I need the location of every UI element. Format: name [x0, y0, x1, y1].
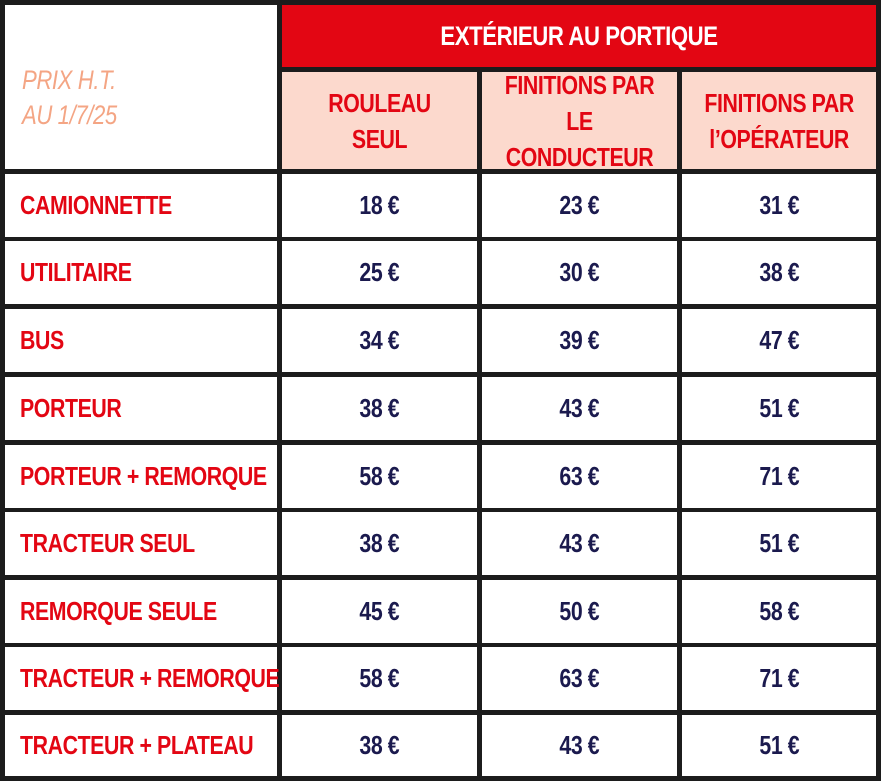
price-cell: [682, 445, 876, 508]
column-header-finitions-conducteur: [482, 69, 677, 172]
price-cell: [482, 580, 677, 643]
price-cell: [682, 174, 876, 237]
price-date-header: [5, 5, 277, 169]
column-header-line: FINITIONS PAR: [504, 69, 655, 100]
row-label: [5, 241, 277, 304]
price-cell: [282, 512, 477, 575]
price-cell: [682, 377, 876, 440]
price-value: 47 €: [759, 325, 799, 355]
price-cell: [682, 715, 876, 776]
price-cell: [282, 715, 477, 776]
price-value: 51 €: [759, 393, 799, 423]
price-cell: [682, 241, 876, 304]
price-cell: [682, 512, 876, 575]
price-cell: [482, 174, 677, 237]
price-value: 71 €: [759, 461, 799, 491]
row-label-text: UTILITAIRE: [20, 257, 132, 287]
price-value: 23 €: [559, 190, 600, 220]
row-label-text: TRACTEUR SEUL: [20, 528, 195, 558]
price-cell: [282, 445, 477, 508]
price-cell: [282, 309, 477, 372]
price-cell: [482, 512, 677, 575]
price-value: 25 €: [359, 257, 400, 287]
row-label-text: TRACTEUR + PLATEAU: [20, 730, 254, 760]
price-cell: [482, 715, 677, 776]
price-cell: [282, 647, 477, 710]
price-value: 30 €: [559, 257, 600, 287]
price-value: 34 €: [359, 325, 400, 355]
row-label-text: BUS: [20, 325, 64, 355]
row-label: [5, 377, 277, 440]
row-label: [5, 309, 277, 372]
column-header-line: FINITIONS PAR: [704, 87, 854, 118]
column-header-line: ROULEAU SEUL: [328, 87, 431, 154]
row-label-text: REMORQUE SEULE: [20, 596, 217, 626]
row-label: [5, 445, 277, 508]
price-value: 51 €: [759, 528, 799, 558]
price-cell: [282, 580, 477, 643]
row-label: [5, 512, 277, 575]
price-value: 38 €: [359, 528, 400, 558]
row-label-text: CAMIONNETTE: [20, 190, 172, 220]
price-cell: [482, 241, 677, 304]
column-header-rouleau-seul: [282, 72, 477, 169]
price-cell: [482, 647, 677, 710]
price-value: 31 €: [759, 190, 799, 220]
column-header-line: LE CONDUCTEUR: [505, 105, 654, 172]
price-cell: [482, 445, 677, 508]
price-value: 39 €: [559, 325, 600, 355]
group-header-exterieur: [282, 5, 876, 67]
price-value: 43 €: [559, 730, 600, 760]
row-label-text: PORTEUR + REMORQUE: [20, 461, 267, 491]
price-value: 50 €: [559, 596, 600, 626]
column-header-line: l’OPÉRATEUR: [709, 123, 849, 154]
price-value: 58 €: [759, 596, 799, 626]
price-cell: [482, 377, 677, 440]
row-label: [5, 647, 280, 710]
date-label: AU 1/7/25: [22, 100, 117, 130]
price-value: 38 €: [359, 393, 400, 423]
price-value: 51 €: [759, 730, 799, 760]
row-label-text: PORTEUR: [20, 393, 122, 423]
price-cell: [282, 241, 477, 304]
price-value: 63 €: [559, 663, 600, 693]
price-value: 71 €: [759, 663, 799, 693]
price-cell: [682, 647, 876, 710]
price-value: 58 €: [359, 663, 400, 693]
price-value: 18 €: [359, 190, 400, 220]
price-value: 58 €: [359, 461, 400, 491]
price-value: 38 €: [759, 257, 799, 287]
price-value: 43 €: [559, 528, 600, 558]
price-value: 43 €: [559, 393, 600, 423]
price-cell: [282, 174, 477, 237]
group-header-label: EXTÉRIEUR AU PORTIQUE: [440, 20, 718, 51]
price-cell: [682, 580, 876, 643]
row-label: [5, 174, 277, 237]
price-cell: [682, 309, 876, 372]
row-label-text: TRACTEUR + REMORQUE: [20, 663, 280, 693]
price-value: 45 €: [359, 596, 400, 626]
price-cell: [282, 377, 477, 440]
column-header-finitions-operateur: [682, 72, 876, 169]
price-value: 63 €: [559, 461, 600, 491]
prix-ht-label: PRIX H.T.: [22, 65, 116, 95]
row-label: [5, 715, 277, 776]
price-date-label: [22, 63, 117, 133]
price-cell: [482, 309, 677, 372]
price-value: 38 €: [359, 730, 400, 760]
row-label: [5, 580, 277, 643]
